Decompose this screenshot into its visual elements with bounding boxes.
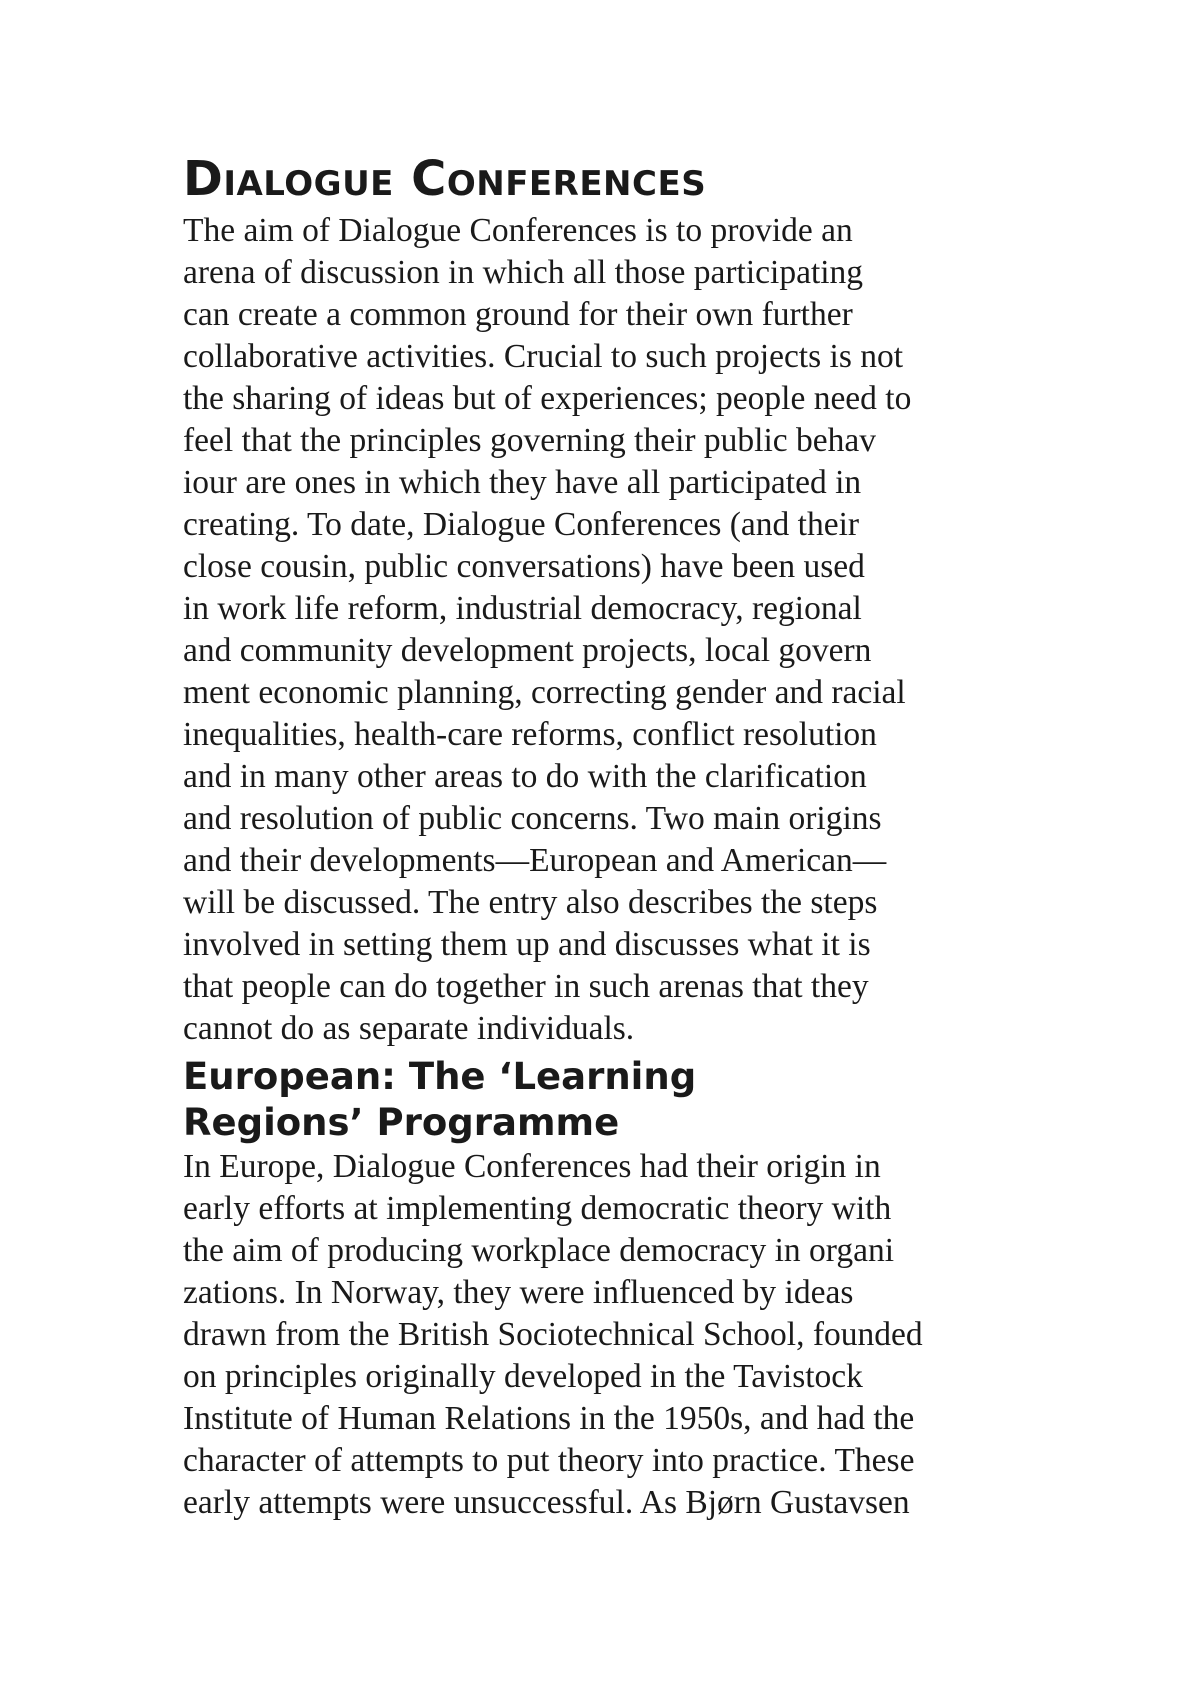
text-line: the aim of producing workplace democracy in organi <box>183 1232 895 1269</box>
text-line: will be discussed. The entry also describes the steps <box>183 884 878 921</box>
text-line: the sharing of ideas but of experiences; people need to <box>183 380 912 417</box>
text-line: collaborative activities. Crucial to such projects is not <box>183 338 904 375</box>
text-line: on principles originally developed in the Tavistock <box>183 1358 863 1395</box>
text-line: creating. To date, Dialogue Conferences (and their <box>183 506 860 543</box>
text-line: early efforts at implementing democratic theory with <box>183 1190 892 1227</box>
text-line: and resolution of public concerns. Two main origins <box>183 800 882 837</box>
text-line: drawn from the British Sociotechnical School, founded <box>183 1316 923 1353</box>
text-line: that people can do together in such arenas that they <box>183 968 869 1005</box>
text-line: and their developments—European and American— <box>183 842 887 879</box>
text-line: The aim of Dialogue Conferences is to provide an <box>183 212 853 249</box>
text-line: ment economic planning, correcting gender and racial <box>183 674 906 711</box>
text-line: in work life reform, industrial democracy, regional <box>183 590 862 627</box>
intro-paragraph <box>183 210 1013 1050</box>
section-heading-line: European: The ‘Learning <box>183 1055 697 1098</box>
text-line: and community development projects, local govern <box>183 632 872 669</box>
text-line: early attempts were unsuccessful. As Bjørn Gustavsen <box>183 1484 910 1521</box>
page-title: Dialogue Conferences <box>183 151 707 207</box>
text-line: close cousin, public conversations) have been used <box>183 548 865 585</box>
section-heading <box>183 1054 1013 1146</box>
text-line: and in many other areas to do with the clarification <box>183 758 867 795</box>
section-heading-line: Regions’ Programme <box>183 1101 620 1144</box>
text-line: iour are ones in which they have all participated in <box>183 464 862 501</box>
text-line: inequalities, health-care reforms, conflict resolution <box>183 716 877 753</box>
text-line: feel that the principles governing their public behav <box>183 422 877 459</box>
text-line: can create a common ground for their own further <box>183 296 853 333</box>
text-line: character of attempts to put theory into practice. These <box>183 1442 915 1479</box>
text-line: In Europe, Dialogue Conferences had their origin in <box>183 1148 881 1185</box>
section-paragraph <box>183 1146 1013 1524</box>
article-body <box>183 148 1013 1524</box>
text-line: Institute of Human Relations in the 1950s, and had the <box>183 1400 915 1437</box>
text-line: zations. In Norway, they were influenced by ideas <box>183 1274 854 1311</box>
text-line: cannot do as separate individuals. <box>183 1010 635 1047</box>
text-line: arena of discussion in which all those participating <box>183 254 864 291</box>
text-line: involved in setting them up and discusses what it is <box>183 926 871 963</box>
